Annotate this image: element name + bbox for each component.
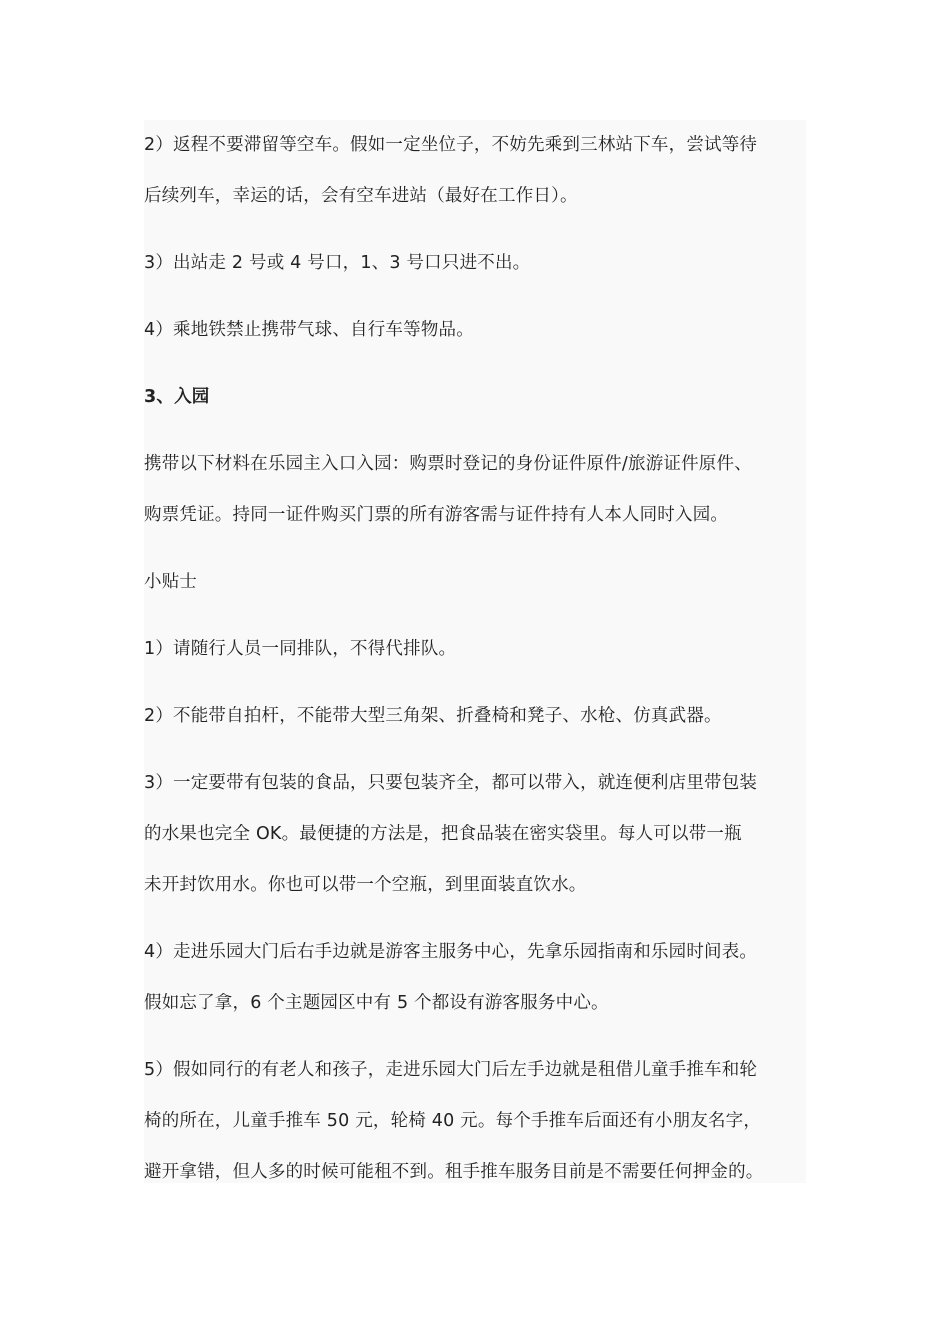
text-line: 5）假如同行的有老人和孩子，走进乐园大门后左手边就是租借儿童手推车和轮 — [144, 1060, 758, 1080]
text-line: 4）乘地铁禁止携带气球、自行车等物品。 — [144, 320, 474, 340]
text-line: 3）一定要带有包装的食品，只要包装齐全，都可以带入，就连便利店里带包装 — [144, 773, 758, 793]
text-line: 假如忘了拿，6 个主题园区中有 5 个都设有游客服务中心。 — [144, 993, 609, 1013]
entry-materials-paragraph — [144, 439, 806, 541]
text-line: 的水果也完全 OK。最便捷的方法是，把食品装在密实袋里。每人可以带一瓶 — [144, 824, 742, 844]
tip-food-paragraph — [144, 758, 806, 911]
heading-text: 3、入园 — [144, 387, 210, 407]
tip-queue-paragraph — [144, 624, 806, 675]
tip-exit-paragraph — [144, 238, 806, 289]
text-line: 购票凭证。持同一证件购买门票的所有游客需与证件持有人本人同时入园。 — [144, 505, 729, 525]
text-line: 避开拿错，但人多的时候可能租不到。租手推车服务目前是不需要任何押金的。 — [144, 1162, 764, 1182]
text-line: 小贴士 — [144, 572, 198, 592]
text-line: 1）请随行人员一同排队，不得代排队。 — [144, 639, 457, 659]
tips-title — [144, 557, 806, 608]
text-line: 4）走进乐园大门后右手边就是游客主服务中心，先拿乐园指南和乐园时间表。 — [144, 942, 758, 962]
text-line: 3）出站走 2 号或 4 号口，1、3 号口只进不出。 — [144, 253, 531, 273]
tip-forbidden-paragraph — [144, 305, 806, 356]
text-line: 椅的所在，儿童手推车 50 元，轮椅 40 元。每个手推车后面还有小朋友名字， — [144, 1111, 762, 1131]
text-line: 后续列车，幸运的话，会有空车进站（最好在工作日）。 — [144, 186, 578, 206]
article-body — [144, 120, 806, 1183]
text-line: 2）不能带自拍杆，不能带大型三角架、折叠椅和凳子、水枪、仿真武器。 — [144, 706, 722, 726]
tip-items-paragraph — [144, 691, 806, 742]
text-line: 携带以下材料在乐园主入口入园：购票时登记的身份证件原件/旅游证件原件、 — [144, 454, 752, 474]
text-line: 2）返程不要滞留等空车。假如一定坐位子，不妨先乘到三林站下车，尝试等待 — [144, 135, 758, 155]
text-line: 未开封饮用水。你也可以带一个空瓶，到里面装直饮水。 — [144, 875, 587, 895]
section-heading — [144, 372, 806, 423]
tip-service-paragraph — [144, 927, 806, 1029]
tip-return-paragraph — [144, 120, 806, 222]
tip-stroller-paragraph — [144, 1045, 806, 1198]
